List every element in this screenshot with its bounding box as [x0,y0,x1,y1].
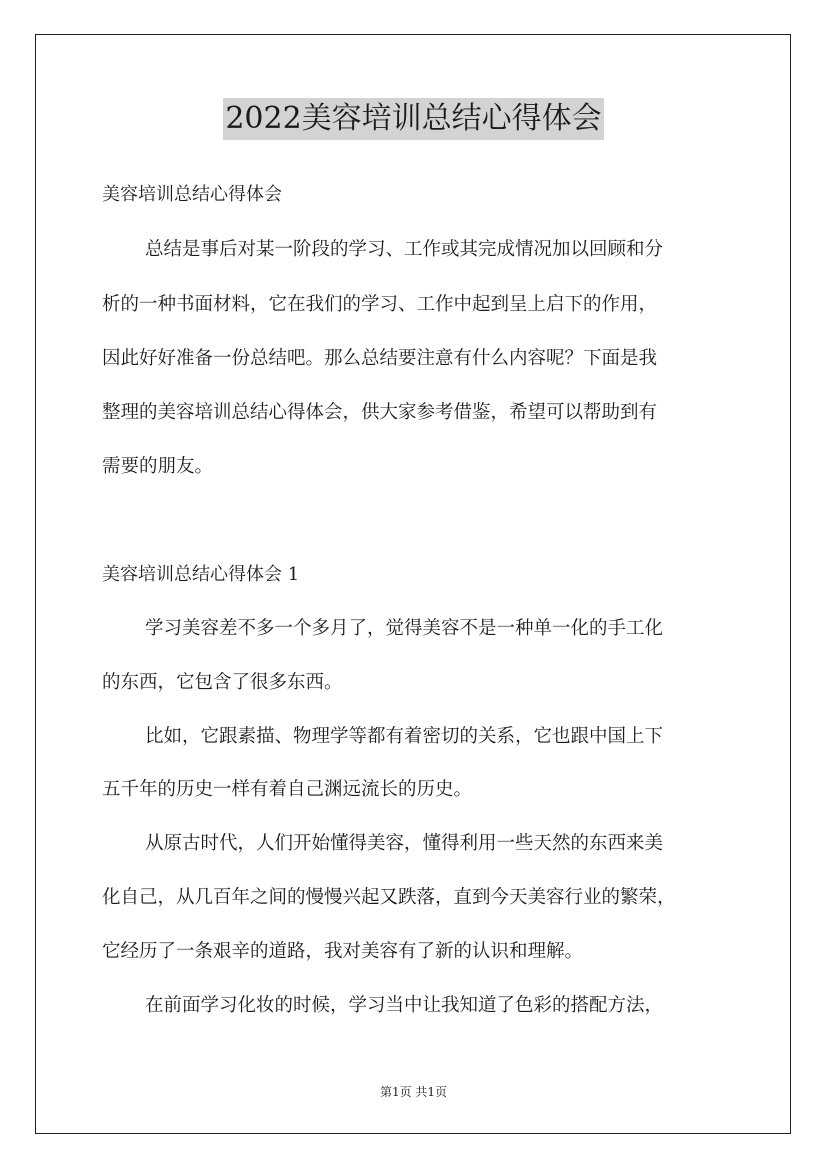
section-line-7: 它经历了一条艰辛的道路，我对美容有了新的认识和理解。 [102,941,584,962]
section-heading: 美容培训总结心得体会 1 [102,564,300,585]
section-line-5: 从原古时代，人们开始懂得美容，懂得利用一些天然的东西来美 [145,833,664,854]
intro-line-5: 需要的朋友。 [102,456,214,477]
intro-line-3: 因此好好准备一份总结吧。那么总结要注意有什么内容呢？下面是我 [102,348,658,369]
document-subtitle: 美容培训总结心得体会 [102,184,282,205]
section-line-3: 比如，它跟素描、物理学等都有着密切的关系，它也跟中国上下 [145,726,664,747]
title-container [0,98,827,140]
document-title: 2022美容培训总结心得体会 [223,98,603,140]
section-line-2: 的东西，它包含了很多东西。 [102,672,343,693]
section-line-6: 化自己，从几百年之间的慢慢兴起又跌落，直到今天美容行业的繁荣， [102,887,676,908]
intro-line-4: 整理的美容培训总结心得体会，供大家参考借鉴，希望可以帮助到有 [102,402,658,423]
section-line-8: 在前面学习化妆的时候，学习当中让我知道了色彩的搭配方法， [145,995,664,1016]
intro-line-2: 析的一种书面材料，它在我们的学习、工作中起到呈上启下的作用， [102,294,658,315]
page-footer: 第1页 共1页 [379,1085,448,1099]
section-line-1: 学习美容差不多一个多月了，觉得美容不是一种单一化的手工化 [145,618,664,639]
section-line-4: 五千年的历史一样有着自己渊远流长的历史。 [102,779,473,800]
intro-line-1: 总结是事后对某一阶段的学习、工作或其完成情况加以回顾和分 [145,239,664,260]
